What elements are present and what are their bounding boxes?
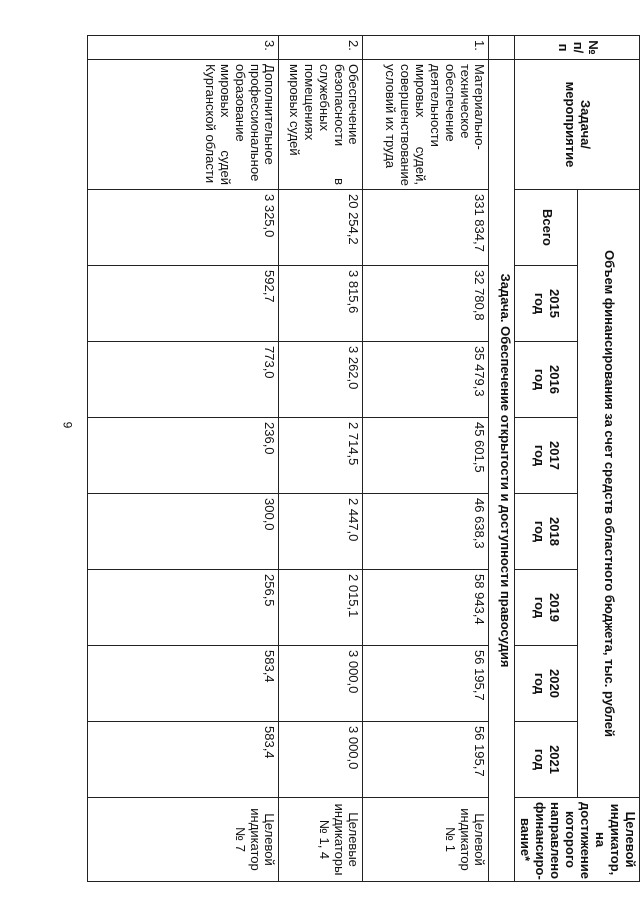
row-measure: Обеспечение безопасности в служебных помещениях мировых судей bbox=[279, 60, 363, 190]
row-measure: Дополнительное профессиональное образование мировых судей Курганской области bbox=[88, 60, 279, 190]
task-heading: Задача. Обеспечение открытости и доступности правосудия bbox=[489, 60, 515, 882]
table-row bbox=[88, 36, 279, 882]
row-indicator: Целевой индикатор № 1 bbox=[363, 798, 489, 882]
row-indicator: Целевые индикаторы № 1, 4 bbox=[279, 798, 363, 882]
row-year-value: 56 195,7 bbox=[363, 722, 489, 798]
row-year-value: 2 714,5 bbox=[279, 418, 363, 494]
row-year-value: 583,4 bbox=[88, 646, 279, 722]
row-year-value: 2 015,1 bbox=[279, 570, 363, 646]
header-indicator: Целевой индикатор, на достижение которого направлено финансиро-вание* bbox=[515, 798, 640, 882]
row-year-value: 45 601,5 bbox=[363, 418, 489, 494]
row-year-value: 3 815,6 bbox=[279, 266, 363, 342]
page-number: 9 bbox=[60, 421, 75, 429]
row-number: 1. bbox=[363, 36, 489, 60]
task-spacer bbox=[489, 36, 515, 60]
header-year: 2016 год bbox=[515, 342, 577, 418]
header-year: 2015 год bbox=[515, 266, 577, 342]
row-year-value: 3 000,0 bbox=[279, 722, 363, 798]
header-year: 2020 год bbox=[515, 646, 577, 722]
header-year: 2019 год bbox=[515, 570, 577, 646]
row-year-value: 56 195,7 bbox=[363, 646, 489, 722]
row-year-value: 32 780,8 bbox=[363, 266, 489, 342]
row-year-value: 773,0 bbox=[88, 342, 279, 418]
row-year-value: 3 262,0 bbox=[279, 342, 363, 418]
row-total: 331 834,7 bbox=[363, 190, 489, 266]
header-year: 2017 год bbox=[515, 418, 577, 494]
header-number: № п/п bbox=[515, 36, 640, 60]
row-total: 3 325,0 bbox=[88, 190, 279, 266]
row-year-value: 35 479,3 bbox=[363, 342, 489, 418]
table-row bbox=[279, 36, 363, 882]
header-measure: Задача/ мероприятие bbox=[515, 60, 640, 190]
rotated-table-wrapper bbox=[100, 35, 640, 880]
header-year: 2021 год bbox=[515, 722, 577, 798]
row-measure: Материально-техническое обеспечение деятельности мировых судей, совершенствование условий их труда bbox=[363, 60, 489, 190]
header-funding-group: Объем финансирования за счет средств областного бюджета, тыс. рублей bbox=[577, 190, 639, 798]
row-year-value: 300,0 bbox=[88, 494, 279, 570]
funding-table bbox=[88, 35, 640, 882]
row-number: 3. bbox=[88, 36, 279, 60]
row-year-value: 2 447,0 bbox=[279, 494, 363, 570]
row-year-value: 58 943,4 bbox=[363, 570, 489, 646]
row-indicator: Целевой индикатор № 7 bbox=[88, 798, 279, 882]
row-total: 20 254,2 bbox=[279, 190, 363, 266]
row-year-value: 583,4 bbox=[88, 722, 279, 798]
row-year-value: 256,5 bbox=[88, 570, 279, 646]
row-year-value: 236,0 bbox=[88, 418, 279, 494]
row-year-value: 3 000,0 bbox=[279, 646, 363, 722]
row-year-value: 592,7 bbox=[88, 266, 279, 342]
row-number: 2. bbox=[279, 36, 363, 60]
header-total: Всего bbox=[515, 190, 577, 266]
table-row bbox=[363, 36, 489, 882]
row-year-value: 46 638,3 bbox=[363, 494, 489, 570]
header-year: 2018 год bbox=[515, 494, 577, 570]
